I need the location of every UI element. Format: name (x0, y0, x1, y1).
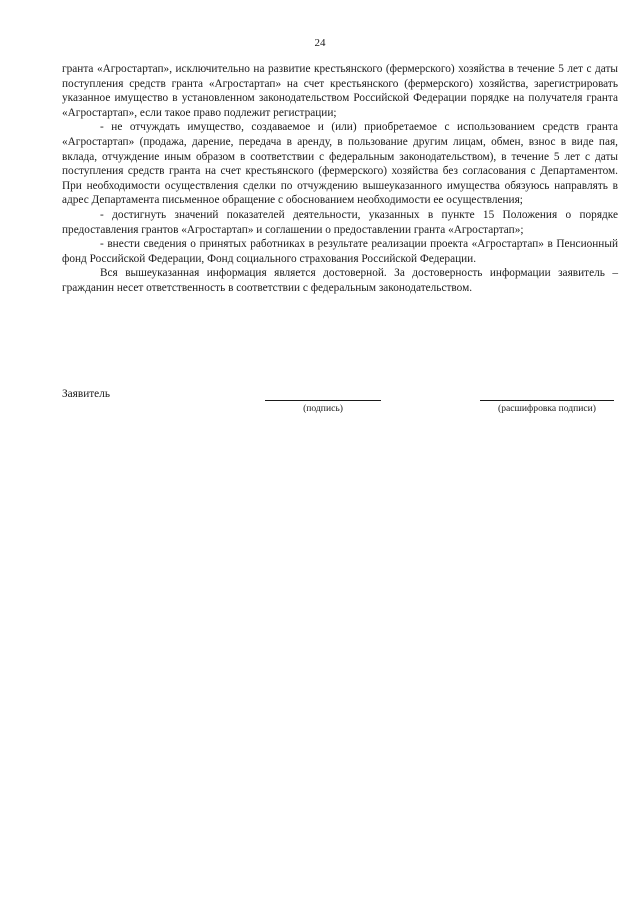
paragraph-achieve-indicators: - достигнуть значений показателей деятельности, указанных в пункте 15 Положения о порядке предоставления грантов «Агростартап» и соглашении о предоставлении гранта «Агростартап»; (62, 208, 618, 236)
paragraph-information-reliability: Вся вышеуказанная информация является достоверной. За достоверность информации заявитель – гражданин несет ответственность в соответствии с федеральным законодательством. (62, 267, 618, 294)
paragraph-pension-fund: - внести сведения о принятых работниках в результате реализации проекта «Агростартап» в Пенсионный фонд Российской Федерации, Фонд социального страхования Российской Федерации. (62, 238, 618, 265)
signature-line (265, 399, 381, 401)
signature-decode-line (480, 399, 614, 401)
document-body (62, 62, 618, 296)
signature-block (62, 388, 618, 428)
paragraph-continuation: гранта «Агростартап», исключительно на развитие крестьянского (фермерского) хозяйства в течение 5 лет с даты поступления средств гранта «Агростартап» на счет крестьянского (фермерского) хозяйства, зарегистрировать указанное имущество в установленном законодательством Российской Федерации порядке на получателя гранта «Агростартап», если такое право подлежит регистрации; (62, 63, 618, 119)
signature-caption: (подпись) (303, 403, 343, 414)
applicant-label: Заявитель (62, 388, 110, 400)
paragraph-no-alienation: - не отчуждать имущество, создаваемое и (или) приобретаемое с использованием средств гранта «Агростартап» (продажа, дарение, передача в аренду, в пользование другим лицам, обмен, взнос в виде пая, вклада, отчуждение иным образом в соответствии с федеральным законодательством), в течение 5 лет с даты поступления средств гранта на счет крестьянского (фермерского) хозяйства без согласования с Департаментом. При необходимости осуществления сделки по отчуждению вышеуказанного имущества обязуюсь направлять в адрес Департамента письменное обращение с обоснованием необходимости ее осуществления; (62, 121, 618, 207)
page-number: 24 (314, 37, 326, 49)
signature-decode-caption: (расшифровка подписи) (498, 403, 596, 414)
